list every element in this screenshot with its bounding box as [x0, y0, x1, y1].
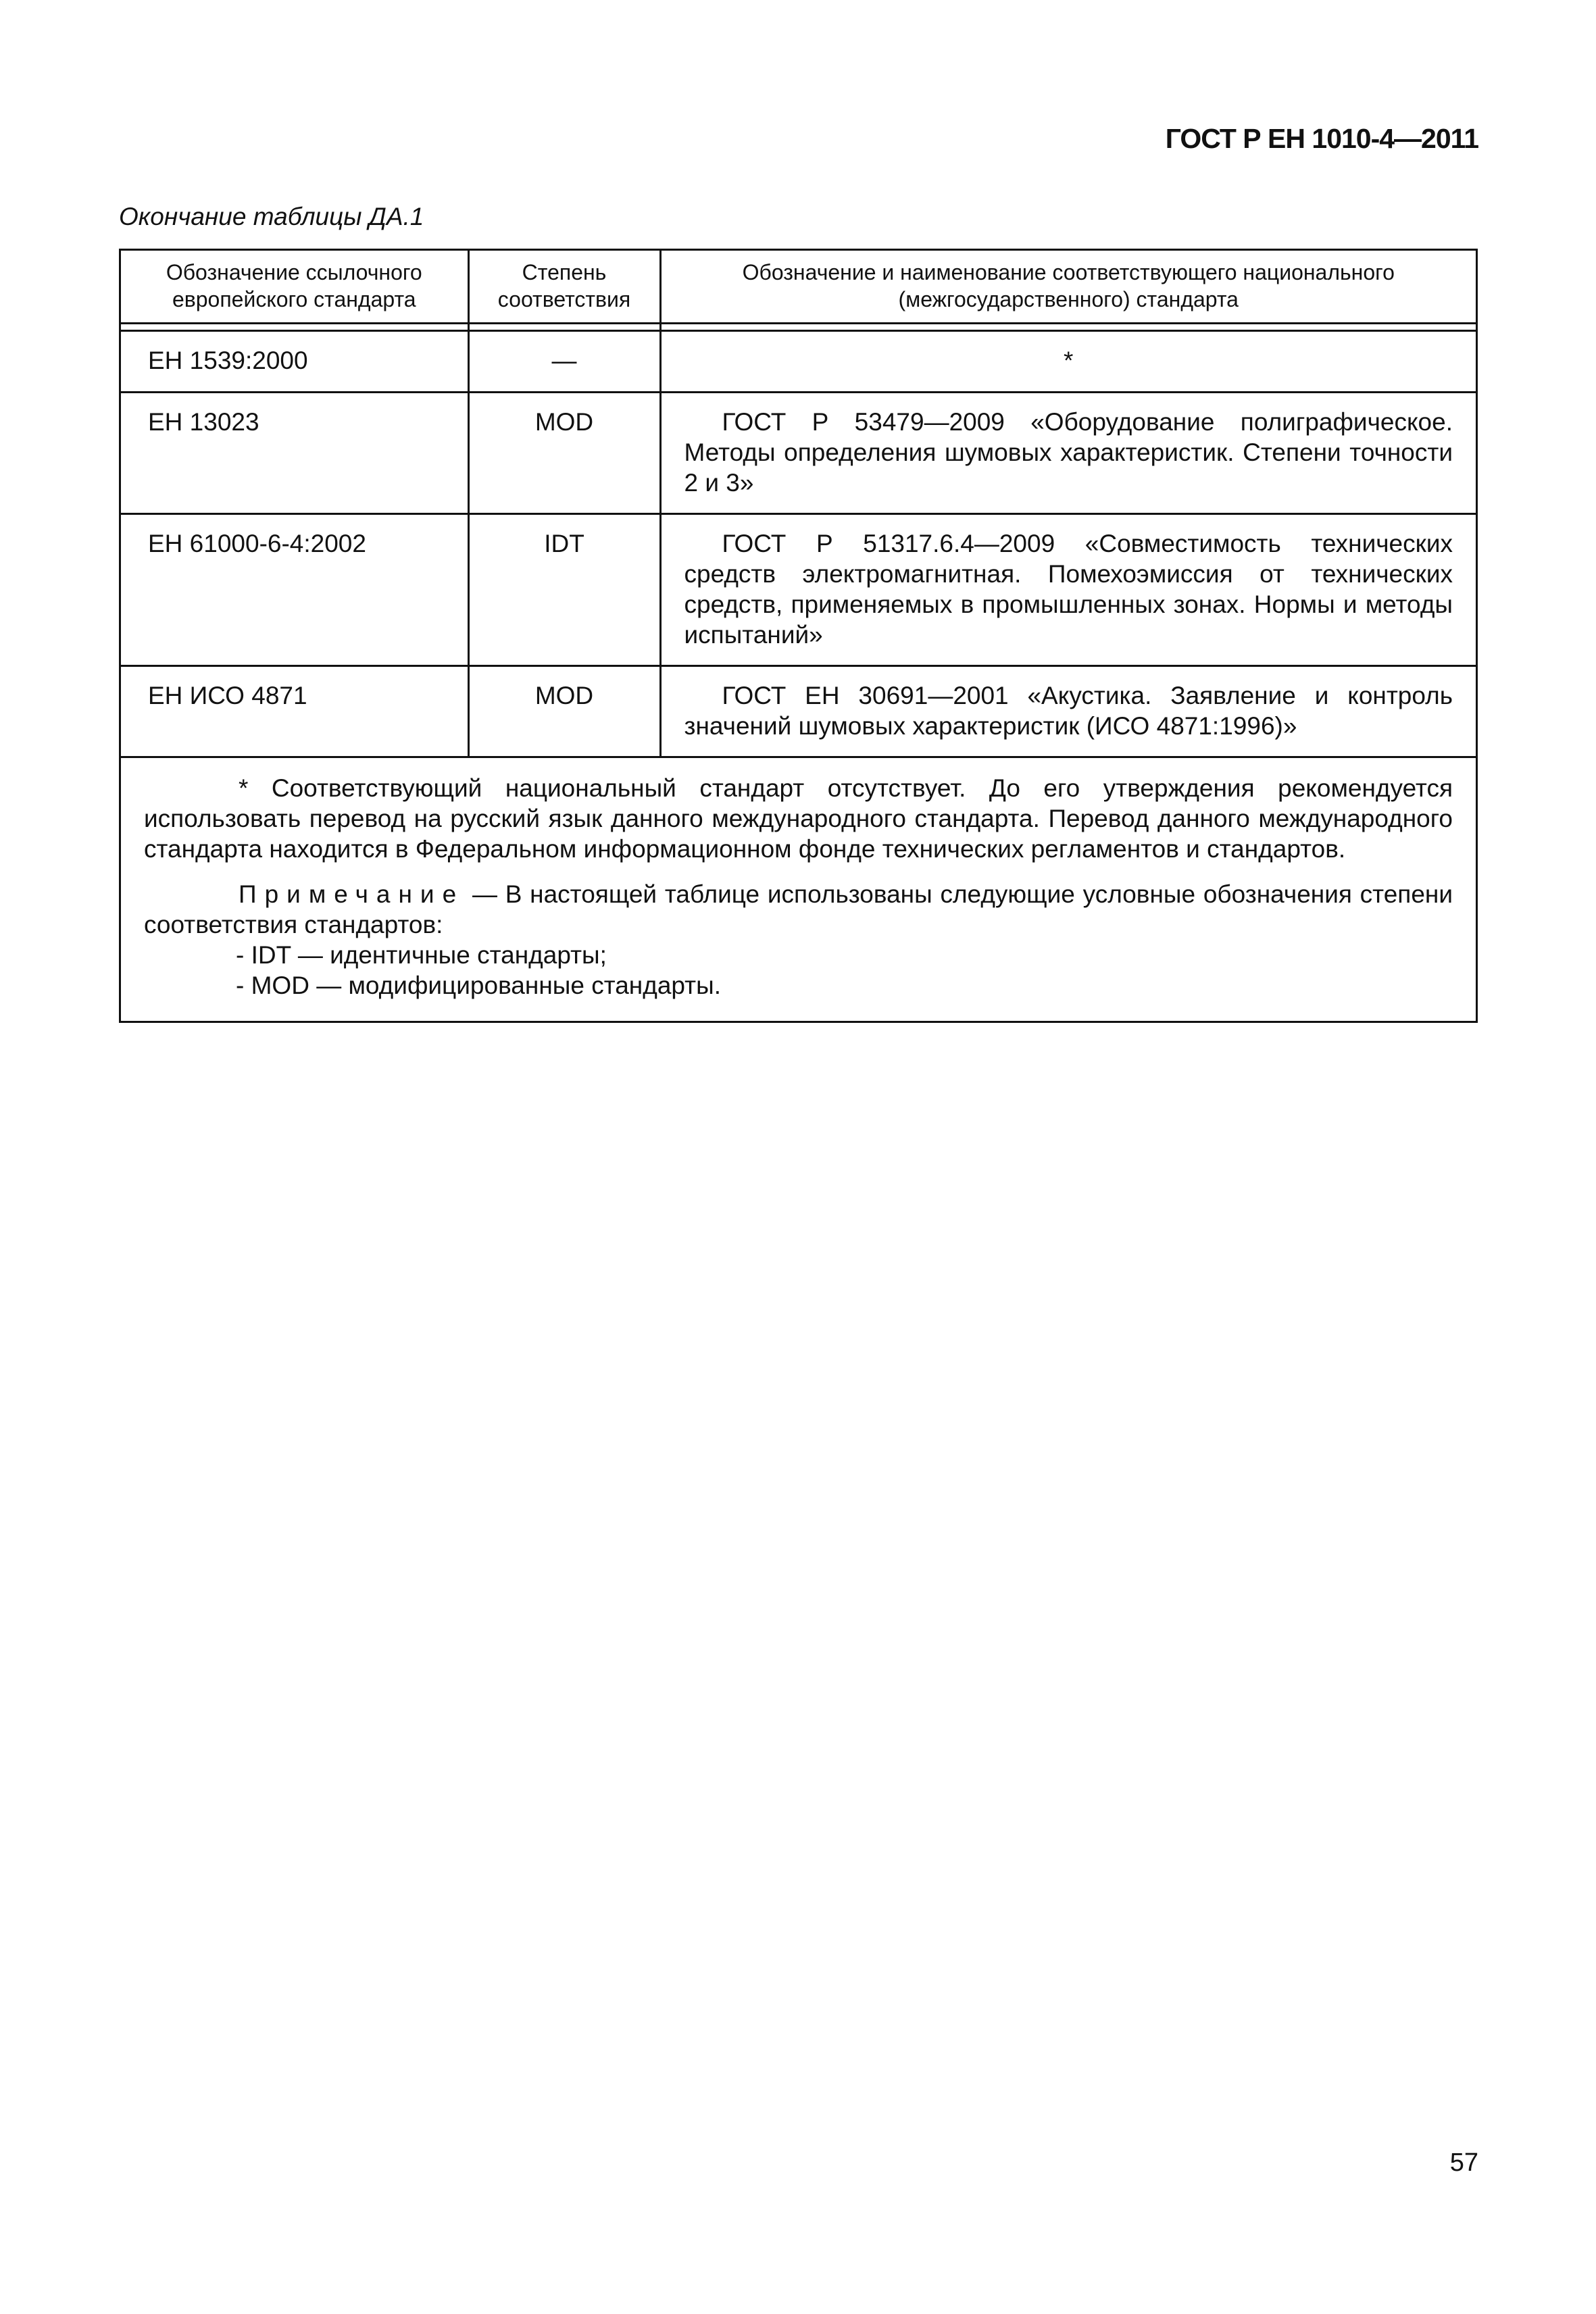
cell-national: ГОСТ ЕН 30691—2001 «Акустика. Заявление и контроль значений шумовых характеристик (ИСО 4871:1996)» [660, 666, 1476, 757]
cell-national: ГОСТ Р 51317.6.4—2009 «Совместимость технических средств электромагнитная. Помехоэмиссия от технических средств, применяемых в промышленных зонах. Нормы и методы испытаний» [660, 514, 1476, 666]
table-notes-row [121, 757, 1476, 1022]
cell-ref: ЕН 61000-6-4:2002 [121, 514, 468, 666]
cell-degree: — [468, 331, 660, 393]
page-number: 57 [1449, 2148, 1478, 2177]
cell-degree: MOD [468, 666, 660, 757]
table-notes [121, 757, 1476, 1022]
header-separator [121, 324, 1476, 331]
footnote: * Соответствующий национальный стандарт отсутствует. До его утверждения рекомендуется использовать перевод на русский язык данного международного стандарта. Перевод данного международного стандарта находится в Федеральном информационном фонде технических регламентов и стандартов. [144, 774, 1453, 863]
note-item-mod: - MOD — модифицированные стандарты. [236, 972, 721, 999]
table-caption: Окончание таблицы ДА.1 [119, 203, 424, 230]
note-label: Примечание [239, 880, 465, 908]
standards-table [119, 249, 1478, 1023]
cell-national: * [660, 331, 1476, 393]
cell-ref: ЕН 1539:2000 [121, 331, 468, 393]
table-row [121, 514, 1476, 666]
column-header-ref: Обозначение ссылочного европейского стандарта [121, 251, 468, 324]
table-row [121, 331, 1476, 393]
note-text: — В настоящей таблице использованы следующие условные обозначения степени соответствия стандартов: [144, 880, 1453, 938]
note-paragraph [144, 879, 1453, 940]
note-item-idt: - IDT — идентичные стандарты; [236, 941, 607, 969]
cell-ref: ЕН ИСО 4871 [121, 666, 468, 757]
column-header-degree: Степень соответствия [468, 251, 660, 324]
table-header-row [121, 251, 1476, 324]
table-row [121, 393, 1476, 514]
document-header: ГОСТ Р ЕН 1010-4—2011 [1165, 123, 1478, 154]
cell-ref: ЕН 13023 [121, 393, 468, 514]
cell-national: ГОСТ Р 53479—2009 «Оборудование полиграфическое. Методы определения шумовых характеристик. Степени точности 2 и 3» [660, 393, 1476, 514]
column-header-national: Обозначение и наименование соответствующего национального (межгосударственного) стандарта [660, 251, 1476, 324]
table-row [121, 666, 1476, 757]
cell-degree: IDT [468, 514, 660, 666]
cell-degree: MOD [468, 393, 660, 514]
